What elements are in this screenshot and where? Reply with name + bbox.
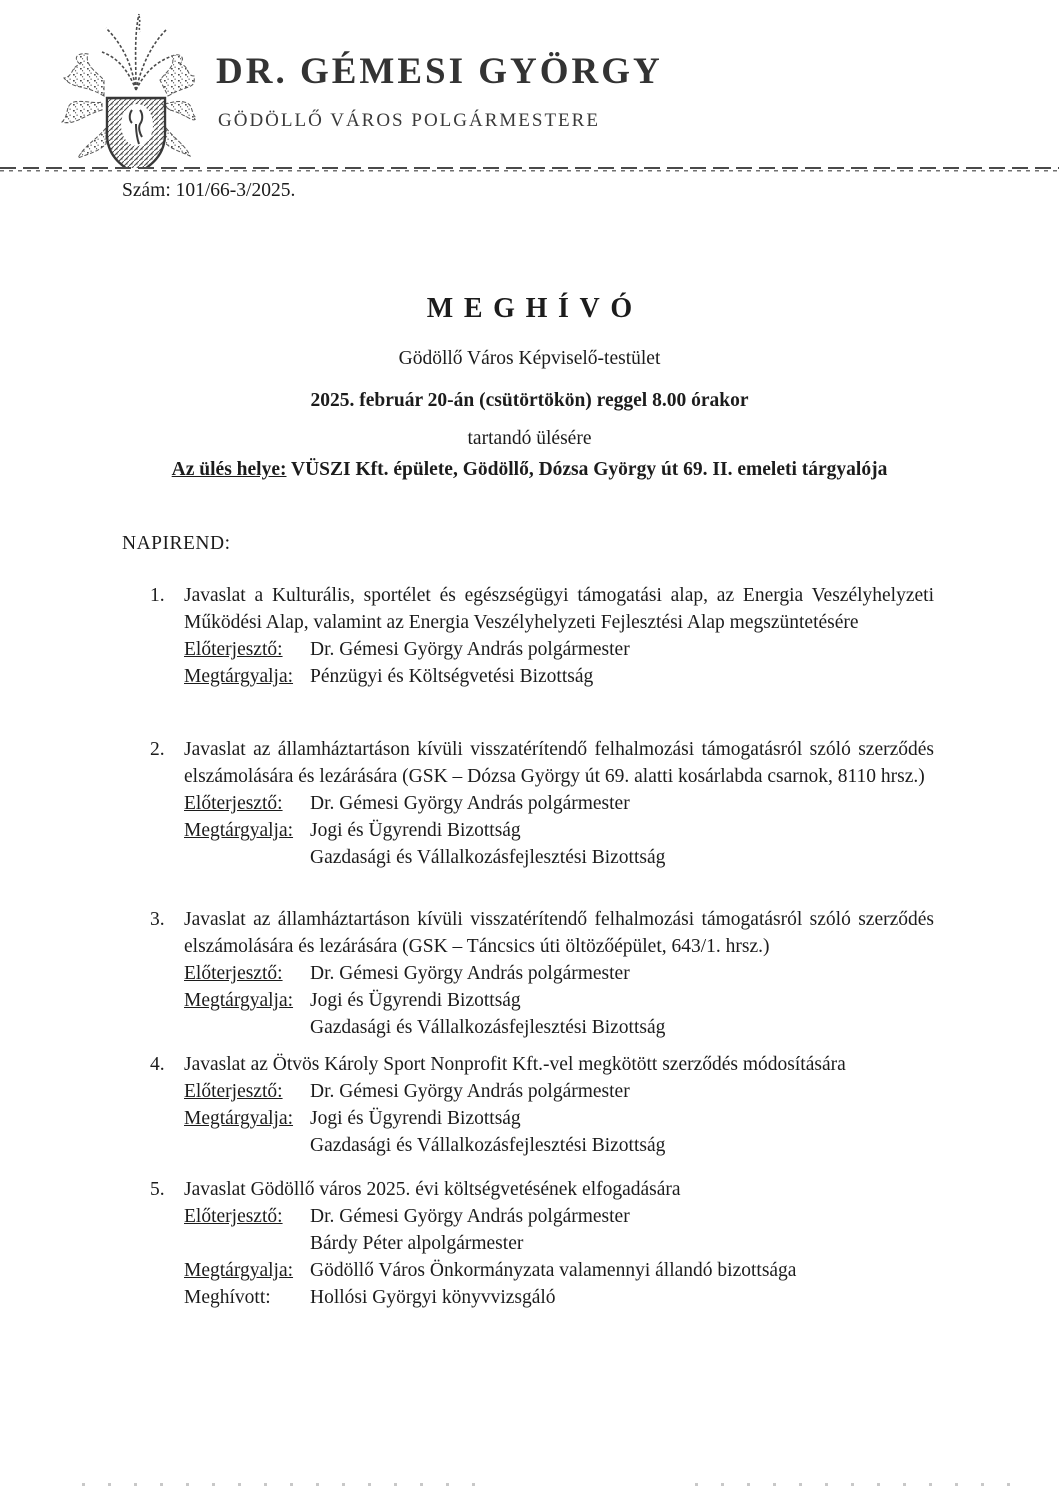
invited-label: Meghívott: <box>184 1287 271 1308</box>
presenter-row-2 <box>184 1230 934 1257</box>
presenter-row <box>184 636 934 663</box>
presenter-row <box>184 960 934 987</box>
discussed-by-value: Pénzügyi és Költségvetési Bizottság <box>310 666 594 687</box>
invited-row <box>184 1284 934 1311</box>
discussed-by-value: Gödöllő Város Önkormányzata valamennyi állandó bizottsága <box>310 1260 797 1281</box>
presenter-value: Dr. Gémesi György András polgármester <box>310 793 630 814</box>
invitation-location-line <box>0 459 1059 481</box>
discussed-by-row <box>184 663 934 690</box>
discussed-by-label: Megtárgyalja: <box>184 1260 294 1281</box>
invitation-datetime: 2025. február 20-án (csütörtökön) reggel 8.00 órakor <box>310 390 749 411</box>
discussed-by-value: Jogi és Ügyrendi Bizottság <box>310 1108 521 1129</box>
discussed-by-label: Megtárgyalja: <box>184 820 294 841</box>
discussed-by-value-2: Gazdasági és Vállalkozásfejlesztési Bizottság <box>310 1135 666 1156</box>
item-number: 3. <box>150 909 165 930</box>
presenter-value-2: Bárdy Péter alpolgármester <box>310 1233 524 1254</box>
location-label: Az ülés helye: <box>171 459 287 480</box>
discussed-by-value: Jogi és Ügyrendi Bizottság <box>310 990 521 1011</box>
invitation-body-line1: Gödöllő Város Képviselő-testület <box>398 348 661 369</box>
invited-value: Hollósi Györgyi könyvvizsgáló <box>310 1287 556 1308</box>
presenter-value: Dr. Gémesi György András polgármester <box>310 1206 630 1227</box>
item-title: Javaslat az államháztartáson kívüli visszatérítendő felhalmozási támogatásról szóló szerződés elszámolására és lezárására (GSK – Táncsics úti öltözőépület, 643/1. hrsz.) <box>184 909 934 957</box>
item-number: 1. <box>150 585 165 606</box>
item-number: 4. <box>150 1054 165 1075</box>
item-title: Javaslat a Kulturális, sportélet és egészségügyi támogatási alap, az Energia Veszélyhelyzeti Működési Alap, valamint az Energia Veszélyhelyzeti Fejlesztési Alap megszüntetésére <box>184 585 934 633</box>
scan-artifact-bottom-right <box>695 1482 1025 1487</box>
invitation-title: MEGHÍVÓ <box>426 293 643 324</box>
discussed-by-value: Jogi és Ügyrendi Bizottság <box>310 820 521 841</box>
item-title: Javaslat az államháztartáson kívüli visszatérítendő felhalmozási támogatásról szóló szerződés elszámolására és lezárására (GSK – Dózsa György út 69. alatti kosárlabda csarnok, 8110 hrsz.) <box>184 739 934 787</box>
presenter-label: Előterjesztő: <box>184 793 283 814</box>
presenter-label: Előterjesztő: <box>184 963 283 984</box>
item-number: 2. <box>150 739 165 760</box>
discussed-by-row-2 <box>184 1014 934 1041</box>
invitation-body-line2: tartandó ülésére <box>467 428 592 449</box>
discussed-by-value-2: Gazdasági és Vállalkozásfejlesztési Bizottság <box>310 847 666 868</box>
presenter-row <box>184 1078 934 1105</box>
presenter-value: Dr. Gémesi György András polgármester <box>310 963 630 984</box>
letterhead-title: GÖDÖLLŐ VÁROS POLGÁRMESTERE <box>218 110 600 131</box>
discussed-by-row <box>184 1257 934 1284</box>
scan-artifact-bottom-left <box>82 1482 492 1487</box>
item-number: 5. <box>150 1179 165 1200</box>
agenda-item-1 <box>150 582 934 690</box>
discussed-by-label: Megtárgyalja: <box>184 1108 294 1129</box>
discussed-by-row-2 <box>184 1132 934 1159</box>
coat-of-arms-icon <box>44 6 202 168</box>
discussed-by-value-2: Gazdasági és Vállalkozásfejlesztési Bizottság <box>310 1017 666 1038</box>
discussed-by-row <box>184 987 934 1014</box>
presenter-value: Dr. Gémesi György András polgármester <box>310 639 630 660</box>
discussed-by-row <box>184 817 934 844</box>
letterhead-name: DR. GÉMESI GYÖRGY <box>216 51 663 92</box>
discussed-by-label: Megtárgyalja: <box>184 990 294 1011</box>
agenda-item-2 <box>150 736 934 871</box>
agenda-item-5 <box>150 1176 934 1311</box>
presenter-label: Előterjesztő: <box>184 639 283 660</box>
agenda-item-3 <box>150 906 934 1041</box>
discussed-by-row-2 <box>184 844 934 871</box>
agenda-heading: NAPIREND: <box>122 533 231 554</box>
letterhead-divider <box>0 167 1059 172</box>
agenda-item-4 <box>150 1051 934 1159</box>
presenter-value: Dr. Gémesi György András polgármester <box>310 1081 630 1102</box>
presenter-label: Előterjesztő: <box>184 1206 283 1227</box>
location-text: VÜSZI Kft. épülete, Gödöllő, Dózsa György út 69. II. emeleti tárgyalója <box>291 459 888 480</box>
document-number: Szám: 101/66-3/2025. <box>122 180 296 201</box>
presenter-row <box>184 790 934 817</box>
presenter-row <box>184 1203 934 1230</box>
discussed-by-row <box>184 1105 934 1132</box>
item-title: Javaslat az Ötvös Károly Sport Nonprofit Kft.-vel megkötött szerződés módosítására <box>184 1054 846 1075</box>
discussed-by-label: Megtárgyalja: <box>184 666 294 687</box>
presenter-label: Előterjesztő: <box>184 1081 283 1102</box>
item-title: Javaslat Gödöllő város 2025. évi költségvetésének elfogadására <box>184 1179 681 1200</box>
